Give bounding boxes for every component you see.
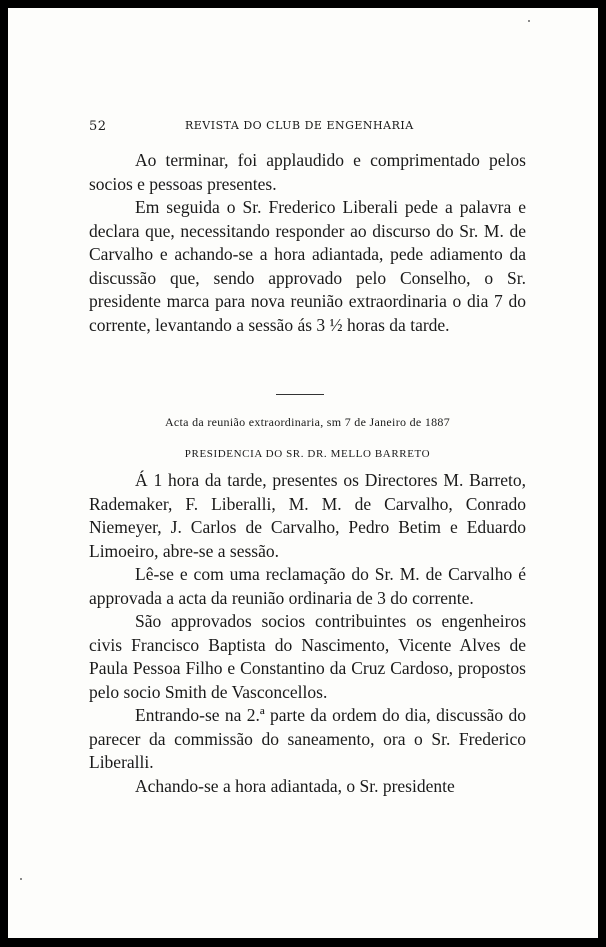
text-block-bottom <box>89 469 526 798</box>
page-number: 52 <box>89 119 107 134</box>
paper-speck <box>20 878 22 880</box>
book-page <box>8 8 598 938</box>
minutes-title: Acta da reunião extraordinaria, sm 7 de Janeiro de 1887 <box>164 415 451 429</box>
running-head: REVISTA DO CLUB DE ENGENHARIA <box>185 119 414 132</box>
paper-speck <box>528 20 530 22</box>
presidency-heading: PRESIDENCIA DO SR. DR. MELLO BARRETO <box>184 448 431 460</box>
paragraph: Em seguida o Sr. Frederico Liberali pede a palavra e declara que, necessitando responder ao discurso do Sr. M. de Carvalho e achando-se a hora adiantada, pede adiamento da discussão que, sendo approvado pelo Conselho, o Sr. presidente marca para nova reunião extraordinaria o dia 7 do corrente, levantando a sessão ás 3 ½ horas da tarde. <box>89 197 526 335</box>
paragraph: São approvados socios contribuintes os engenheiros civis Francisco Baptista do Nascimento, Vicente Alves de Paula Pessoa Filho e Constantino da Cruz Cardoso, propostos pelo socio Smith de Vasconcellos. <box>89 611 526 702</box>
text-block-top <box>89 149 526 337</box>
paragraph: Lê-se e com uma reclamação do Sr. M. de Carvalho é approvada a acta da reunião ordinaria de 3 do corrente. <box>89 564 526 608</box>
page-header <box>89 117 529 137</box>
paragraph: Achando-se a hora adiantada, o Sr. presidente <box>135 775 455 796</box>
paragraph: Á 1 hora da tarde, presentes os Directores M. Barreto, Rademaker, F. Liberalli, M. M. de Carvalho, Conrado Niemeyer, J. Carlos de Carvalho, Pedro Betim e Eduardo Limoeiro, abre-se a sessão. <box>89 470 526 561</box>
section-separator <box>276 394 324 395</box>
paragraph: Entrando-se na 2.ª parte da ordem do dia, discussão do parecer da commissão do saneamento, ora o Sr. Frederico Liberalli. <box>89 705 526 772</box>
paragraph: Ao terminar, foi applaudido e comprimentado pelos socios e pessoas presentes. <box>89 150 526 194</box>
